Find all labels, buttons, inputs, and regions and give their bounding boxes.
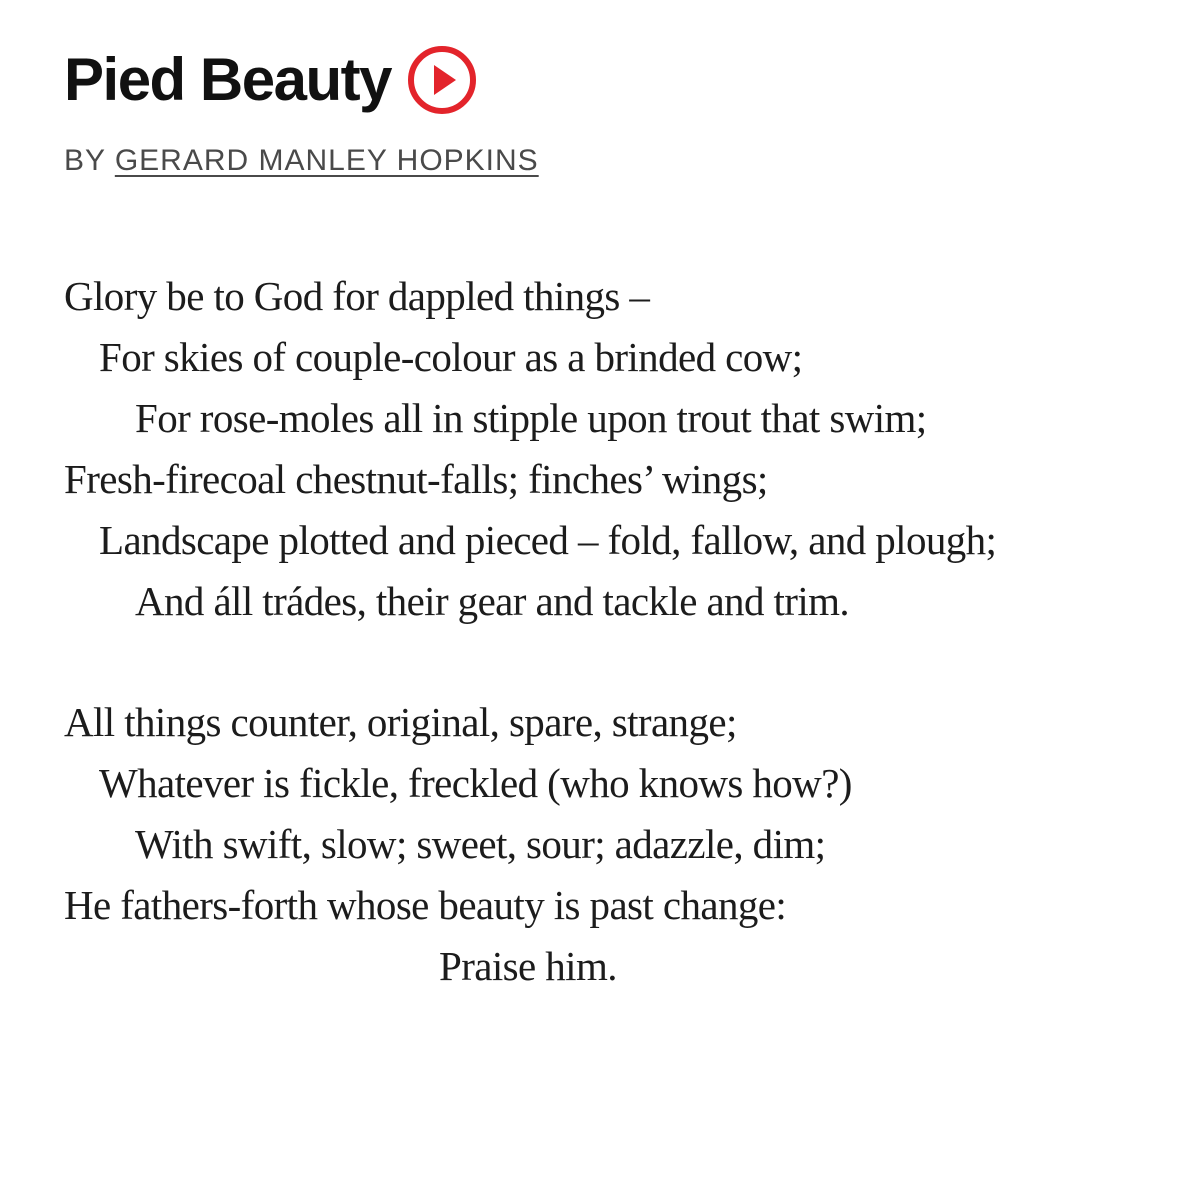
poem-body (64, 266, 1164, 997)
title-row (64, 40, 479, 120)
poem-line: Landscape plotted and pieced – fold, fallow, and plough; (99, 517, 997, 563)
stanza-divider (64, 632, 1164, 692)
poem-line: He fathers-forth whose beauty is past change: (64, 882, 787, 928)
byline (64, 143, 539, 179)
stanza-1 (64, 266, 1164, 632)
poem-line: For rose-moles all in stipple upon trout that swim; (135, 395, 927, 441)
poem-line: Whatever is fickle, freckled (who knows how?) (99, 760, 852, 806)
play-circle-icon (406, 44, 478, 116)
poem-line: Fresh-firecoal chestnut-falls; finches’ wings; (64, 456, 768, 502)
poem-line: With swift, slow; sweet, sour; adazzle, dim; (135, 821, 826, 867)
poem-line: And áll trádes, their gear and tackle and trim. (135, 578, 850, 624)
byline-prefix: BY (64, 144, 115, 177)
poem-line: Glory be to God for dappled things – (64, 273, 650, 319)
play-audio-button[interactable] (405, 43, 479, 117)
poem-line: For skies of couple-colour as a brinded cow; (99, 334, 803, 380)
poem-line: All things counter, original, spare, strange; (64, 699, 737, 745)
stanza-2 (64, 692, 1164, 997)
author-link[interactable]: GERARD MANLEY HOPKINS (114, 144, 539, 177)
poem-line: Praise him. (439, 943, 617, 989)
poem-title: Pied Beauty (64, 46, 391, 113)
